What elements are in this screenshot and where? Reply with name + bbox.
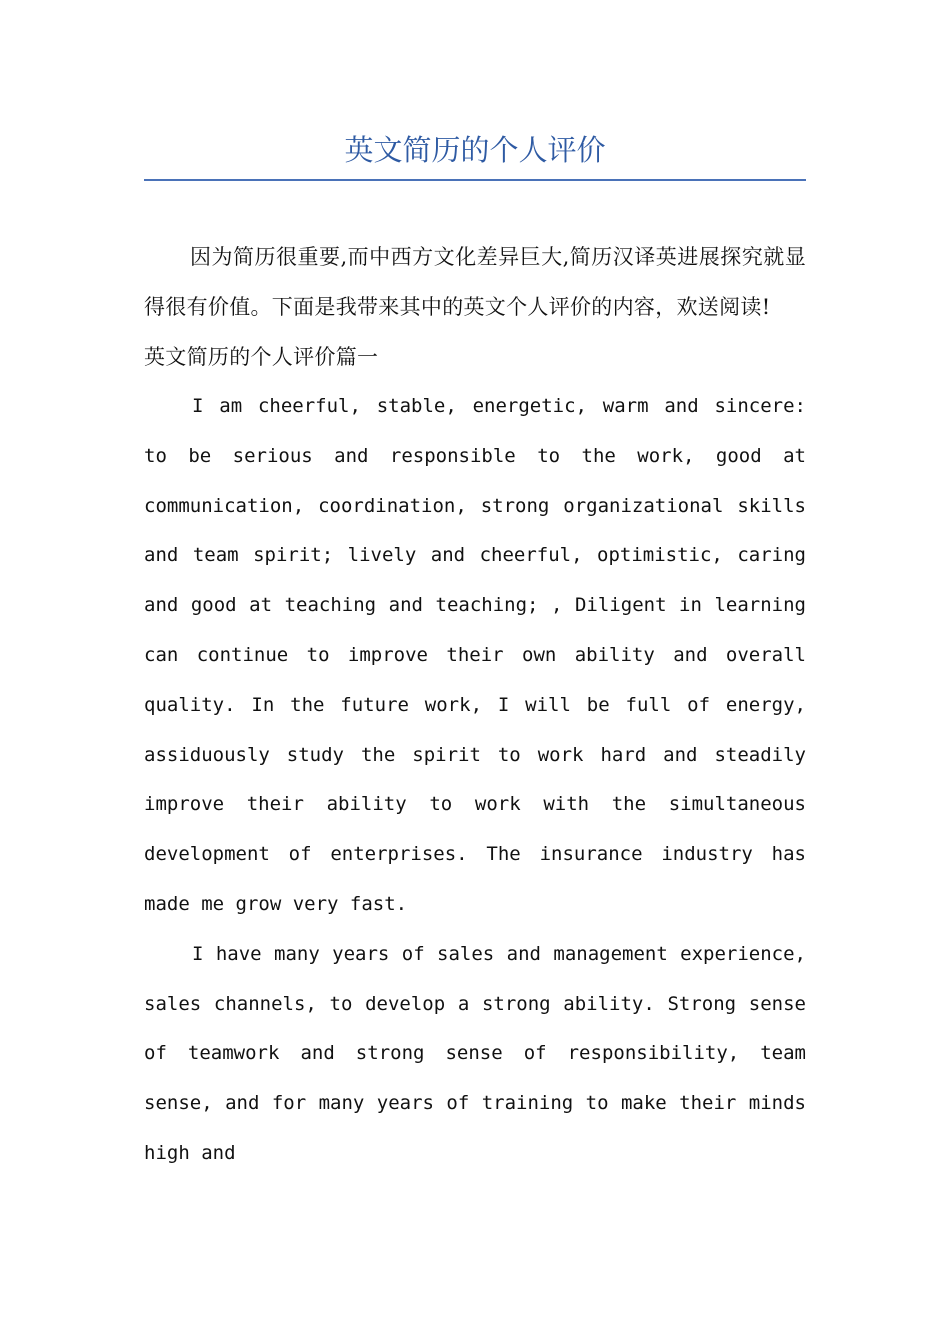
section-heading: 英文简历的个人评价篇一 — [144, 345, 379, 369]
title-underline — [144, 179, 806, 181]
body-paragraph-2: I have many years of sales and management experience, sales channels, to develop a strong ability. Strong sense of teamwork and strong sense of responsibility, team sense, and for many years of training to make their minds high and — [144, 942, 806, 1164]
intro-paragraph: 因为简历很重要,而中西方文化差异巨大,简历汉译英进展探究就显得很有价值。下面是我带来其中的英文个人评价的内容，欢送阅读! — [144, 245, 806, 319]
body-paragraph-1: I am cheerful, stable, energetic, warm and sincere: to be serious and responsible to the work, good at communication, coordination, strong organizational skills and team spirit; lively and cheerful, optimistic, caring and good at teaching and teaching; , Diligent in learning can continue to improve their own ability and overall quality. In the future work, I will be full of energy, assiduously study the spirit to work hard and steadily improve their ability to work with the simultaneous development of enterprises. The insurance industry has made me grow very fast. — [144, 395, 806, 915]
document-body — [144, 232, 806, 1179]
document-title: 英文简历的个人评价 — [344, 133, 606, 167]
